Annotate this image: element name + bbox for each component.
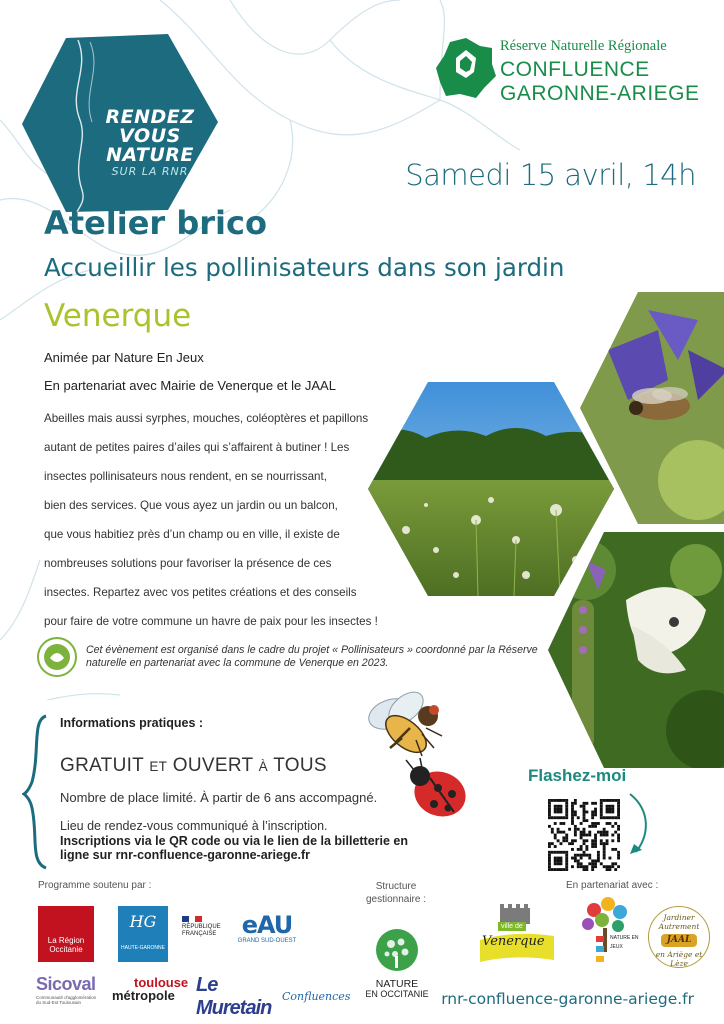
description-line: autant de petites paires d’ailes qui s’affairent à butiner ! Les xyxy=(44,441,350,454)
republique-francaise-logo xyxy=(182,916,232,962)
description-line: nombreuses solutions pour favoriser la présence de ces xyxy=(44,557,332,570)
project-note: Cet évènement est organisé dans le cadre du projet « Pollinisateurs » coordonné par la Réserve naturelle en partenariat avec la commune de Venerque en 2023. xyxy=(86,644,538,669)
event-description xyxy=(44,404,400,636)
eau-logo-sub: GRAND SUD-OUEST xyxy=(237,938,297,944)
registration-info: Inscriptions via le QR code ou via le lien de la billetterie en ligne sur rnr-confluence-garonne-ariege.fr xyxy=(60,834,409,862)
event-date: Samedi 15 avril, 14h xyxy=(405,158,696,192)
structure-label: Structure gestionnaire : xyxy=(365,881,427,905)
nature-en-jeux-logo xyxy=(574,896,640,968)
tm-logo-line-1: toulouse xyxy=(134,975,189,990)
info-title: Informations pratiques : xyxy=(60,716,204,730)
rdv-line-4: SUR LA RNR xyxy=(111,165,189,178)
gratuit-word-5: TOUS xyxy=(273,755,327,776)
rendez-vous-nature-logo xyxy=(18,30,228,220)
free-open-to-all xyxy=(60,755,327,777)
animated-by: Animée par Nature En Jeux xyxy=(44,350,204,365)
castle-icon xyxy=(474,900,560,964)
meeting-place: Lieu de rendez-vous communiqué à l’inscription. xyxy=(60,819,328,833)
website-link[interactable]: rnr-confluence-garonne-ariege.fr xyxy=(441,990,694,1008)
toulouse-metropole-logo xyxy=(112,976,192,1010)
curly-brace-icon xyxy=(22,712,52,872)
qr-code[interactable] xyxy=(548,799,620,871)
gratuit-word-3: OUVERT xyxy=(172,755,254,776)
occitanie-logo xyxy=(38,906,94,962)
nature-occ-line-2: EN OCCITANIE xyxy=(365,989,429,999)
rnr-title-line2: CONFLUENCE xyxy=(500,58,650,81)
butterfly-photo xyxy=(546,530,724,770)
event-title: Atelier brico xyxy=(44,204,267,242)
ville-de-venerque-logo xyxy=(474,900,560,964)
nature-en-occitanie-logo xyxy=(362,928,432,1008)
vergers-label-icon xyxy=(36,636,78,678)
event-subtitle: Accueillir les pollinisateurs dans son jardin xyxy=(44,253,565,282)
confluences-logo: Confluences xyxy=(282,990,351,1003)
occitanie-logo-text: La Région Occitanie xyxy=(47,936,85,954)
description-line: que vous habitiez près d’un champ ou en ville, il existe de xyxy=(44,528,340,541)
rnr-title-top: Réserve Naturelle Régionale xyxy=(500,38,667,54)
rnr-confluence-logo xyxy=(436,36,706,106)
venerque-logo-text: Venerque xyxy=(482,934,545,949)
rnr-title-line3: GARONNE-ARIEGE xyxy=(500,82,700,105)
partnership: En partenariat avec Mairie de Venerque et le JAAL xyxy=(44,378,336,393)
tree-colorful-icon xyxy=(574,896,640,968)
nej-logo-text: NATURE EN JEUX xyxy=(610,935,639,950)
eau-logo-text: eAU xyxy=(241,911,293,939)
agence-eau-logo xyxy=(236,912,298,952)
bee-photo xyxy=(578,290,724,526)
description-line: insectes. Repartez avec vos petites créations et des conseils xyxy=(44,586,357,599)
gratuit-word-2: ET xyxy=(149,759,168,774)
star-polygon-icon xyxy=(436,36,496,100)
description-line: insectes pollinisateurs nous rendent, en se nourrissant, xyxy=(44,470,327,483)
description-line: Abeilles mais aussi syrphes, mouches, coléoptères et papillons xyxy=(44,412,369,425)
rf-line-2: FRANÇAISE xyxy=(182,931,217,937)
hg-logo-sub: HAUTE-GARONNE xyxy=(121,945,165,951)
ja-top-text: Jardiner Autrement xyxy=(658,913,700,931)
rdv-line-1: RENDEZ xyxy=(105,106,195,128)
gratuit-word-1: GRATUIT xyxy=(60,755,144,776)
french-flag-icon xyxy=(182,916,202,922)
tree-icon xyxy=(375,928,419,972)
rdv-line-3: NATURE xyxy=(106,144,194,166)
event-place: Venerque xyxy=(44,298,192,334)
ja-mid-text: JAAL xyxy=(661,934,698,947)
jardiner-autrement-logo xyxy=(648,906,710,968)
sicoval-logo xyxy=(36,974,100,1010)
fly-illustration-icon xyxy=(366,690,452,764)
tm-logo-line-2: métropole xyxy=(112,988,175,1003)
places-limit: Nombre de place limité. À partir de 6 ans accompagné. xyxy=(60,790,378,805)
sicoval-logo-text: Sicoval xyxy=(36,974,96,994)
ladybug-illustration-icon xyxy=(402,756,472,822)
rf-line-1: RÉPUBLIQUE xyxy=(182,924,221,930)
muretain-logo: Le Muretain xyxy=(196,974,272,1019)
partner-label: En partenariat avec : xyxy=(566,880,659,891)
flash-me-label: Flashez-moi xyxy=(528,766,627,785)
haute-garonne-logo xyxy=(118,906,168,962)
ville-de-label: ville de xyxy=(498,922,526,931)
curved-arrow-icon xyxy=(620,790,656,860)
gratuit-word-4: À xyxy=(258,759,268,774)
description-line: pour faire de votre commune un havre de paix pour les insectes ! xyxy=(44,615,378,628)
hg-logo-text: HG xyxy=(129,912,157,931)
sicoval-logo-sub: Communauté d'agglomération du Sud-Est Toulousain xyxy=(36,995,97,1005)
program-label: Programme soutenu par : xyxy=(38,880,152,891)
nature-occ-line-1: NATURE xyxy=(375,978,419,990)
description-line: bien des services. Que vous ayez un jardin ou un balcon, xyxy=(44,499,338,512)
ja-bot-text: en Ariège et Lèze xyxy=(655,950,703,968)
rdv-line-2: VOUS xyxy=(119,125,181,147)
